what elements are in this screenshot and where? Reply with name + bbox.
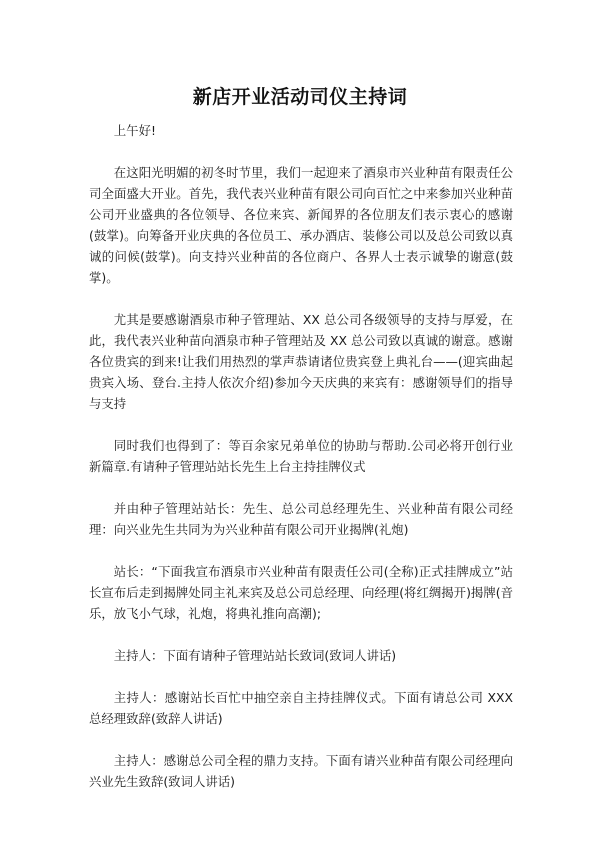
paragraph-support: 同时我们也得到了：等百余家兄弟单位的协助与帮助.公司必将开创行业新篇章.有请种子管理站站长先生上台主持挂牌仪式 [89, 438, 513, 474]
document-body [89, 120, 513, 813]
paragraph-announcement: 站长：“下面我宣布酒泉市兴业种苗有限责任公司(全称)正式挂牌成立”站长宣布后走到揭牌处同主礼来宾及总公司总经理、向经理(将红绸揭开)揭牌(音乐，放飞小气球，礼炮，将典礼推向高潮); [89, 564, 513, 621]
paragraph-host-3: 主持人：感谢总公司全程的鼎力支持。下面有请兴业种苗有限公司经理向兴业先生致辞(致词人讲话) [89, 753, 513, 789]
paragraph-thanks: 尤其是要感谢酒泉市种子管理站、XX 总公司各级领导的支持与厚爱，在此，我代表兴业种苗向酒泉市种子管理站及 XX 总公司致以真诚的谢意。感谢各位贵宾的到来!让我们用热烈的掌声恭请诸位贵宾登上典礼台——(迎宾曲起贵宾入场、登台.主持人依次介绍)参加今天庆典的来宾有：感谢领导们的指导与支持 [89, 312, 513, 411]
paragraph-host-1: 主持人：下面有请种子管理站站长致词(致词人讲话) [113, 648, 397, 663]
paragraph-host-2: 主持人：感谢站长百忙中抽空亲自主持挂牌仪式。下面有请总公司 XXX 总经理致辞(致辞人讲话) [89, 690, 513, 726]
paragraph-unveiling: 并由种子管理站站长：先生、总公司总经理先生、兴业种苗有限公司经理：向兴业先生共同为为兴业种苗有限公司开业揭牌(礼炮) [89, 501, 513, 537]
paragraph-greeting: 上午好! [113, 123, 156, 138]
document-title: 新店开业活动司仪主持词 [192, 86, 408, 108]
paragraph-opening: 在这阳光明媚的初冬时节里，我们一起迎来了酒泉市兴业种苗有限责任公司全面盛大开业。首先，我代表兴业种苗有限公司向百忙之中来参加兴业种苗公司开业盛典的各位领导、各位来宾、新闻界的各位朋友们表示衷心的感谢(鼓掌)。向筹备开业庆典的各位员工、承办酒店、装修公司以及总公司致以真诚的问候(鼓掌)。向支持兴业种苗的各位商户、各界人士表示诚挚的谢意(鼓掌)。 [89, 165, 513, 285]
